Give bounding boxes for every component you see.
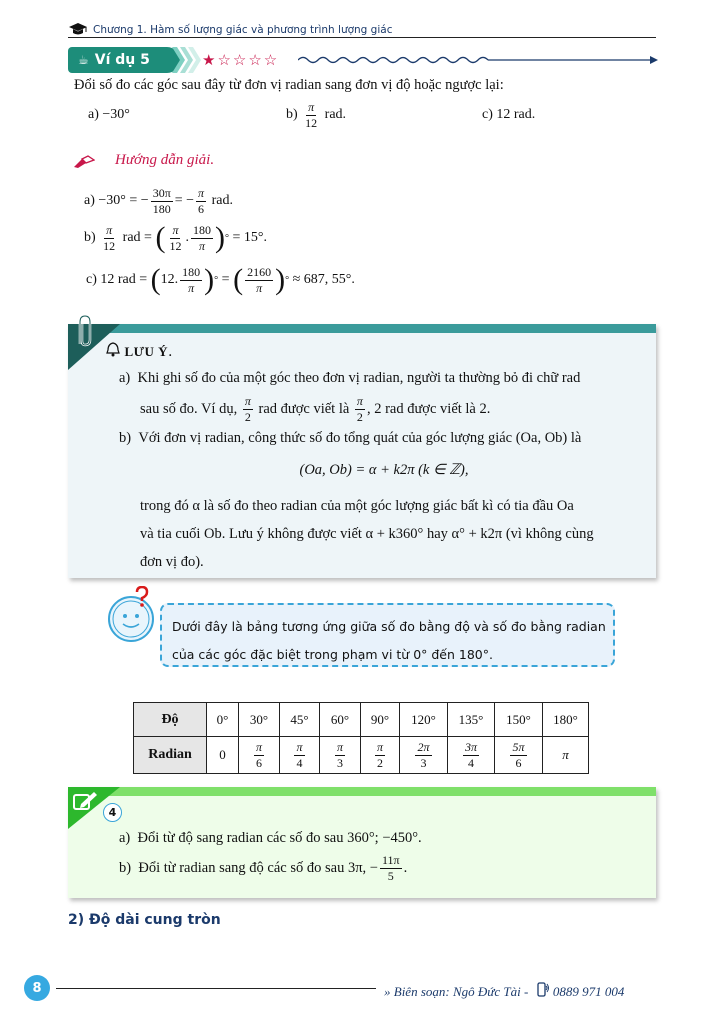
table-cell: $\frac{2\pi}{3}$ <box>400 737 448 774</box>
pencil-hand-icon <box>73 155 95 173</box>
example-item-b: b) $\frac{\pi}{12}$ rad. <box>286 100 347 130</box>
note-item-a: a) Khi ghi số đo của một góc theo đơn vị radian, người ta thường bỏ đi chữ rad sau số đo. Ví dụ, $\frac{\pi}{2}$ rad được viết là $\frac{\pi}{2}$ , 2 rad được viết là 2. <box>119 369 581 424</box>
table-cell: $\frac{\pi}{4}$ <box>280 737 320 774</box>
page-number: 8 <box>24 975 50 1001</box>
exercise-item-b: b) Đổi từ radian sang độ các số đo sau 3π, − $\frac{11\pi}{5}$ . <box>119 853 408 883</box>
solution-b: b) $\frac{\pi}{12}$ rad = ( $\frac{\pi}{12}$ . $\frac{180}{\pi}$ ) ° = 15°. <box>84 221 267 254</box>
table-cell: $\frac{\pi}{3}$ <box>320 737 361 774</box>
edit-pencil-icon <box>72 790 98 816</box>
solution-title: Hướng dẫn giải. <box>115 152 215 168</box>
footer-rule <box>56 988 376 989</box>
chapter-header: Chương 1. Hàm số lượng giác và phương trình lượng giác <box>93 24 393 36</box>
chevron-arrows-icon <box>172 47 202 77</box>
example-prompt: Đổi số đo các góc sau đây từ đơn vị radian sang đơn vị độ hoặc ngược lại: <box>74 77 504 93</box>
section-title: 2) Độ dài cung tròn <box>68 912 221 928</box>
smiley-idea-icon <box>106 586 158 648</box>
table-cell: π <box>543 737 589 774</box>
table-cell: 180° <box>543 703 589 737</box>
table-cell: 30° <box>239 703 280 737</box>
bubble-text: Dưới đây là bảng tương ứng giữa số đo bằng độ và số đo bằng radian của các góc đặc biệt trong phạm vi từ 0° đến 180°. <box>172 619 606 662</box>
exercise-item-a: a) Đổi từ độ sang radian các số đo sau 360°; −450°. <box>119 830 422 846</box>
table-cell: 60° <box>320 703 361 737</box>
header-rule <box>68 37 656 38</box>
footer-author: » Biên soạn: Ngô Đức Tài - 0889 971 004 <box>384 981 624 1003</box>
table-cell: $\frac{\pi}{2}$ <box>361 737 400 774</box>
example-badge: ☕ Ví dụ 5 <box>68 47 180 73</box>
bubble-tail <box>160 614 172 632</box>
note-top-bar <box>68 324 656 333</box>
exercise-top-bar <box>68 787 656 796</box>
table-cell: 150° <box>495 703 543 737</box>
table-row-radians <box>134 737 589 774</box>
note-item-b: b) Với đơn vị radian, công thức số đo tổng quát của góc lượng giác (Oa, Ob) là (Oa, Ob) = α + k2π (k ∈ ℤ), trong đó α là số đo theo radian của một góc lượng giác bất kì có tia đầu Oa và tia cuối Ob. Lưu ý không được viết α + k360° hay α° + k2π (vì không cùng đơn vị đo). <box>119 429 594 570</box>
table-header-radian: Radian <box>134 737 207 774</box>
difficulty-stars: ★☆☆☆☆ <box>202 51 280 69</box>
degree-radian-table <box>133 702 589 774</box>
table-row-degrees <box>134 703 589 737</box>
table-cell: 0 <box>207 737 239 774</box>
table-cell: $\frac{5\pi}{6}$ <box>495 737 543 774</box>
table-cell: 0° <box>207 703 239 737</box>
solution-c: c) 12 rad = ( 12. $\frac{180}{\pi}$ ) ° = ( $\frac{2160}{\pi}$ ) ° ≈ 687, 55°. <box>86 263 355 296</box>
table-cell: 45° <box>280 703 320 737</box>
bell-icon <box>106 342 120 361</box>
note-header: LƯU Ý . <box>106 342 172 361</box>
table-header-degree: Độ <box>134 703 207 737</box>
wavy-arrow-decoration <box>298 53 658 71</box>
exercise-number: 4 <box>103 803 122 822</box>
table-cell: 135° <box>448 703 495 737</box>
paperclip-icon <box>74 314 96 352</box>
phone-icon <box>532 981 550 1003</box>
table-cell: $\frac{\pi}{6}$ <box>239 737 280 774</box>
table-cell: $\frac{3\pi}{4}$ <box>448 737 495 774</box>
solution-a: a) −30° = − $\frac{30\pi}{180}$ = − $\frac{\pi}{6}$ rad. <box>84 186 233 216</box>
example-item-c: c) 12 rad. <box>482 107 536 122</box>
table-cell: 120° <box>400 703 448 737</box>
coffee-cup-icon: ☕ <box>78 53 89 67</box>
example-item-a: a) −30° <box>88 107 130 122</box>
table-cell: 90° <box>361 703 400 737</box>
